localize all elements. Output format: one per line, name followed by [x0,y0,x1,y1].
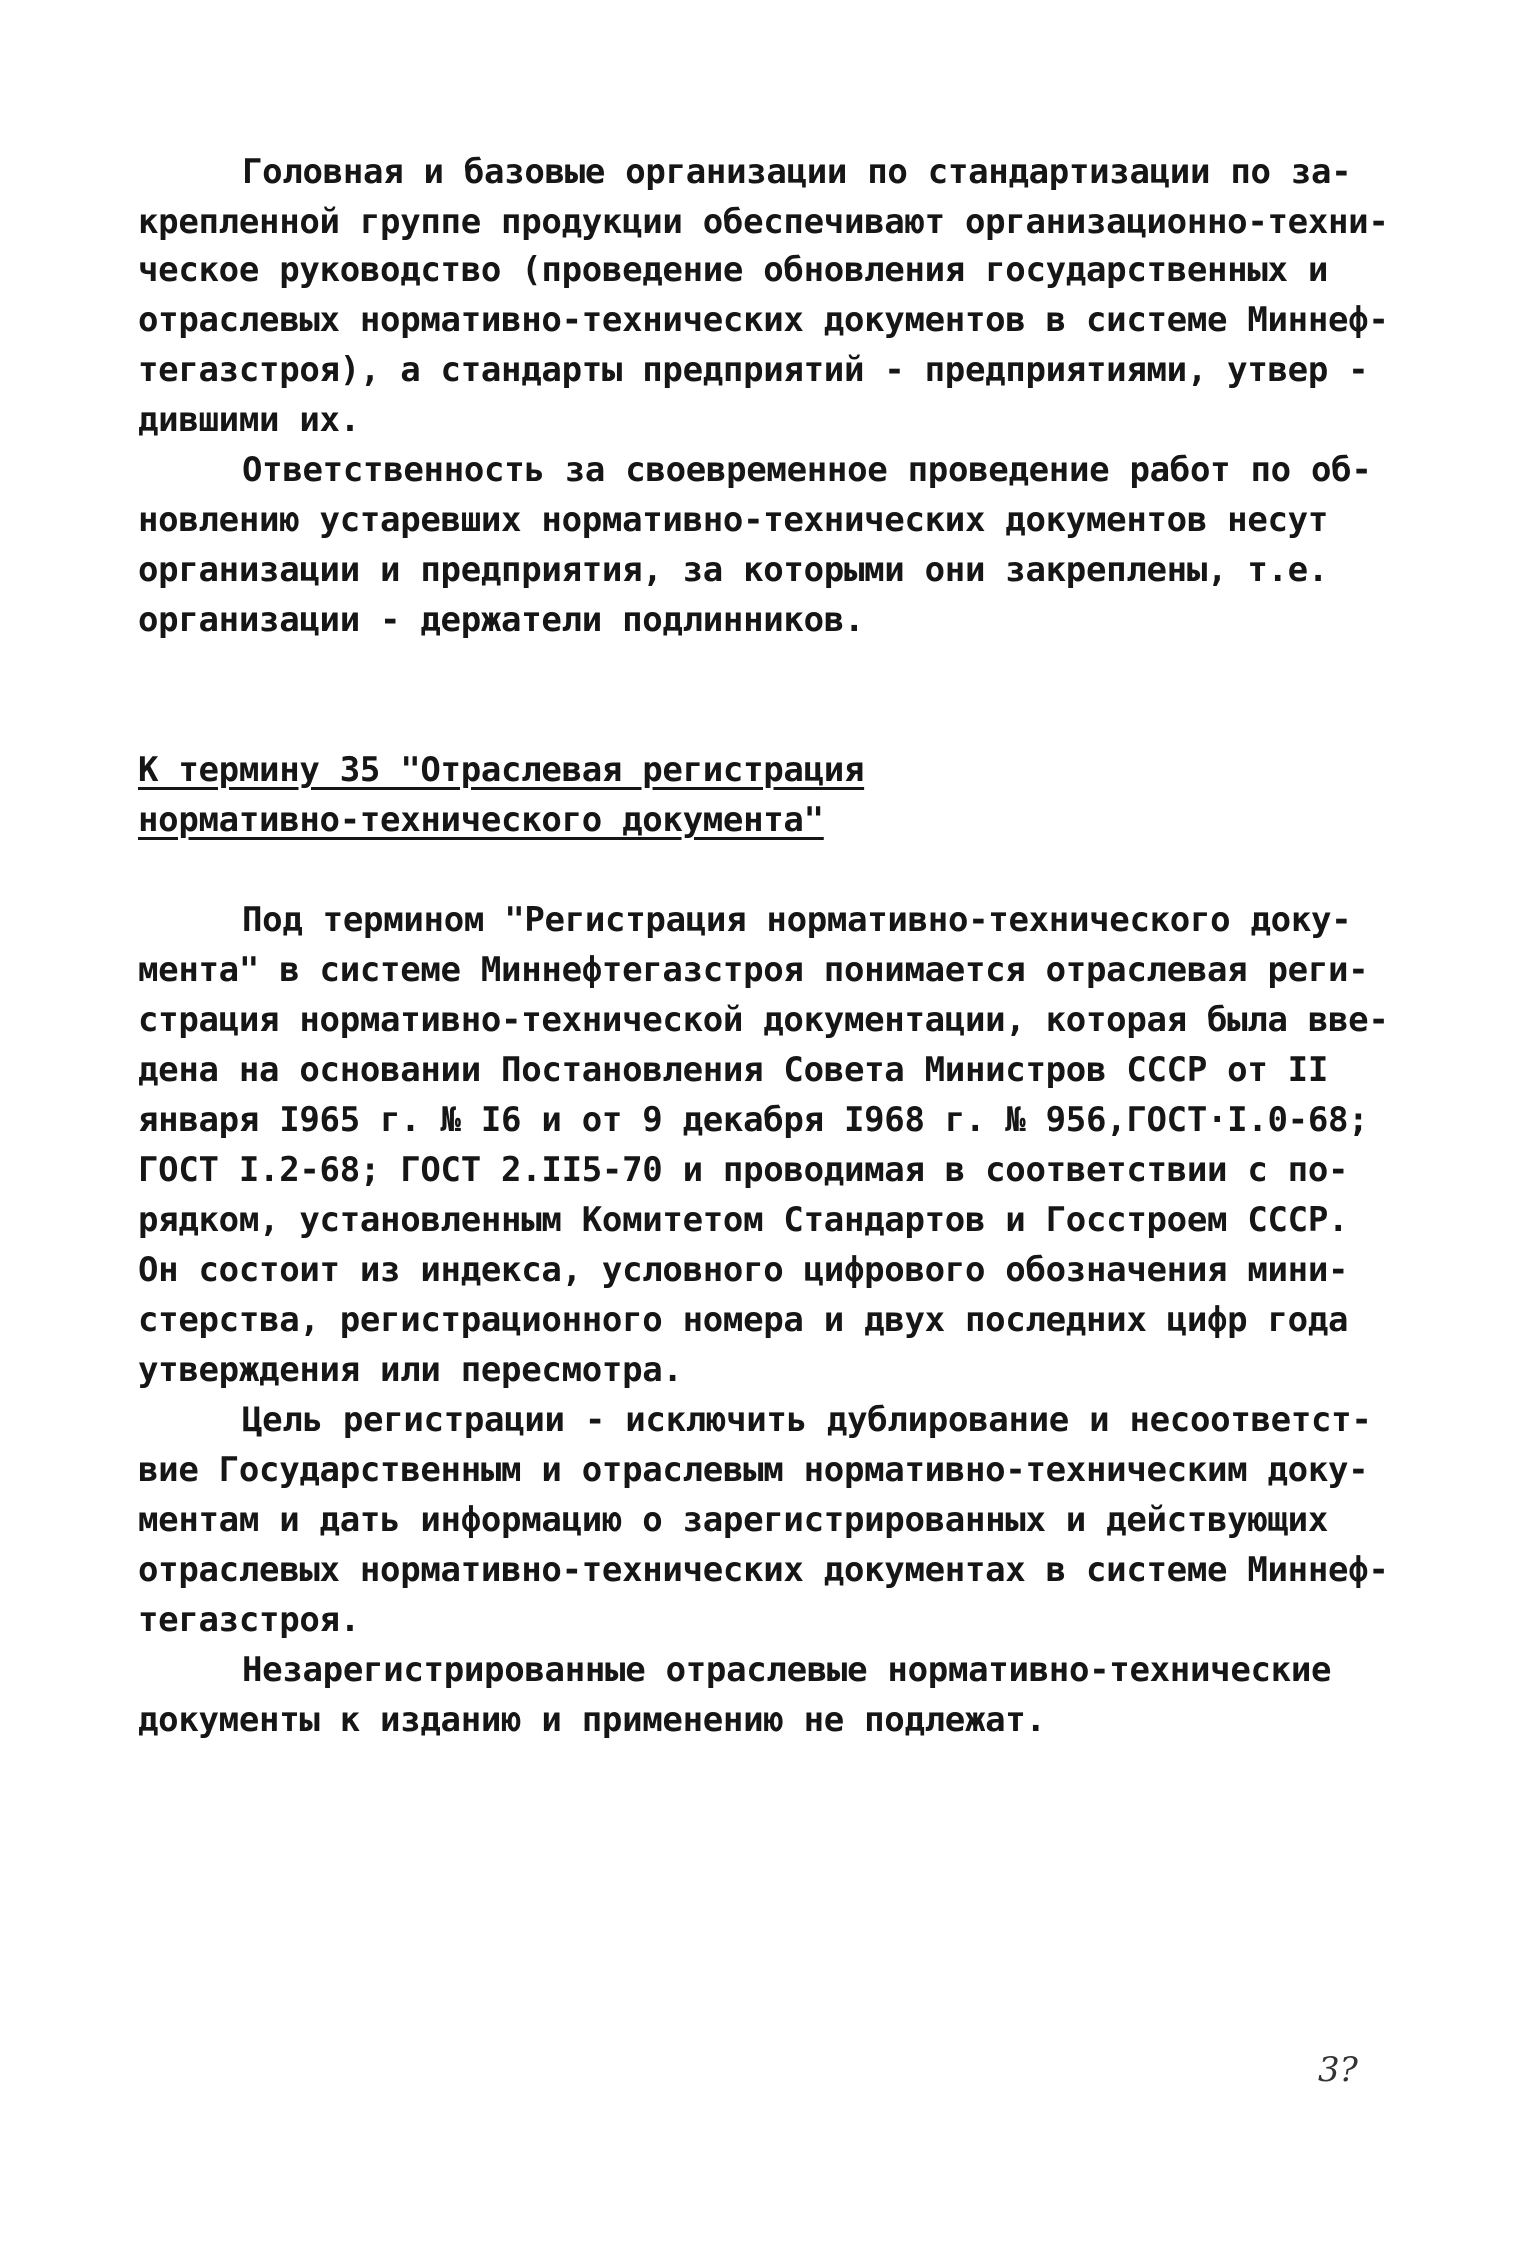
paragraph-3-line-8: Он состоит из индекса, условного цифрового обозначения мини- [138,1250,1349,1290]
paragraph-3-line-9: стерства, регистрационного номера и двух последних цифр года [138,1300,1349,1340]
paragraph-4-line-5: тегазстроя. [138,1600,360,1640]
paragraph-2-line-2: новлению устаревших нормативно-технических документов несут [138,500,1329,540]
paragraph-3-line-2: мента" в системе Миннефтегазстроя понимается отраслевая реги- [138,950,1369,990]
paragraph-5-line-1: Незарегистрированные отраслевые нормативно-технические [242,1650,1332,1690]
paragraph-3-line-6: ГОСТ I.2-68; ГОСТ 2.II5-70 и проводимая в соответствии с по- [138,1150,1349,1190]
paragraph-4-line-2: вие Государственным и отраслевым нормативно-техническим доку- [138,1450,1369,1490]
paragraph-3-line-4: дена на основании Постановления Совета Министров СССР от II [138,1050,1329,1090]
section-heading-line-1: К термину 35 "Отраслевая регистрация [138,750,865,790]
paragraph-1-line-3: ческое руководство (проведение обновления государственных и [138,250,1329,290]
paragraph-1-line-2: крепленной группе продукции обеспечивают организационно-техни- [138,202,1389,242]
paragraph-2-line-1: Ответственность за своевременное проведение работ по об- [242,450,1372,490]
paragraph-3-line-1: Под термином "Регистрация нормативно-технического доку- [242,900,1352,940]
paragraph-1-line-4: отраслевых нормативно-технических документов в системе Миннеф- [138,300,1389,340]
paragraph-1-line-5: тегазстроя), а стандарты предприятий - предприятиями, утвер - [138,350,1369,390]
section-heading-line-2: нормативно-технического документа" [138,800,824,840]
page-number: 3? [1318,2050,1358,2090]
paragraph-3-line-5: января I965 г. № I6 и от 9 декабря I968 г. № 956,ГОСТ·I.0-68; [138,1100,1369,1140]
paragraph-2-line-3: организации и предприятия, за которыми они закреплены, т.е. [138,550,1329,590]
paragraph-5-line-2: документы к изданию и применению не подлежат. [138,1700,1046,1740]
paragraph-4-line-3: ментам и дать информацию о зарегистрированных и действующих [138,1500,1329,1540]
paragraph-3-line-3: страция нормативно-технической документации, которая была вве- [138,1000,1389,1040]
paragraph-4-line-1: Цель регистрации - исключить дублирование и несоответст- [242,1400,1372,1440]
paragraph-2-line-4: организации - держатели подлинников. [138,600,865,640]
paragraph-4-line-4: отраслевых нормативно-технических документах в системе Миннеф- [138,1550,1389,1590]
paragraph-1-line-6: дившими их. [138,400,360,440]
paragraph-1-line-1: Головная и базовые организации по стандартизации по за- [242,152,1352,192]
paragraph-3-line-7: рядком, установленным Комитетом Стандартов и Госстроем СССР. [138,1200,1349,1240]
paragraph-3-line-10: утверждения или пересмотра. [138,1350,683,1390]
